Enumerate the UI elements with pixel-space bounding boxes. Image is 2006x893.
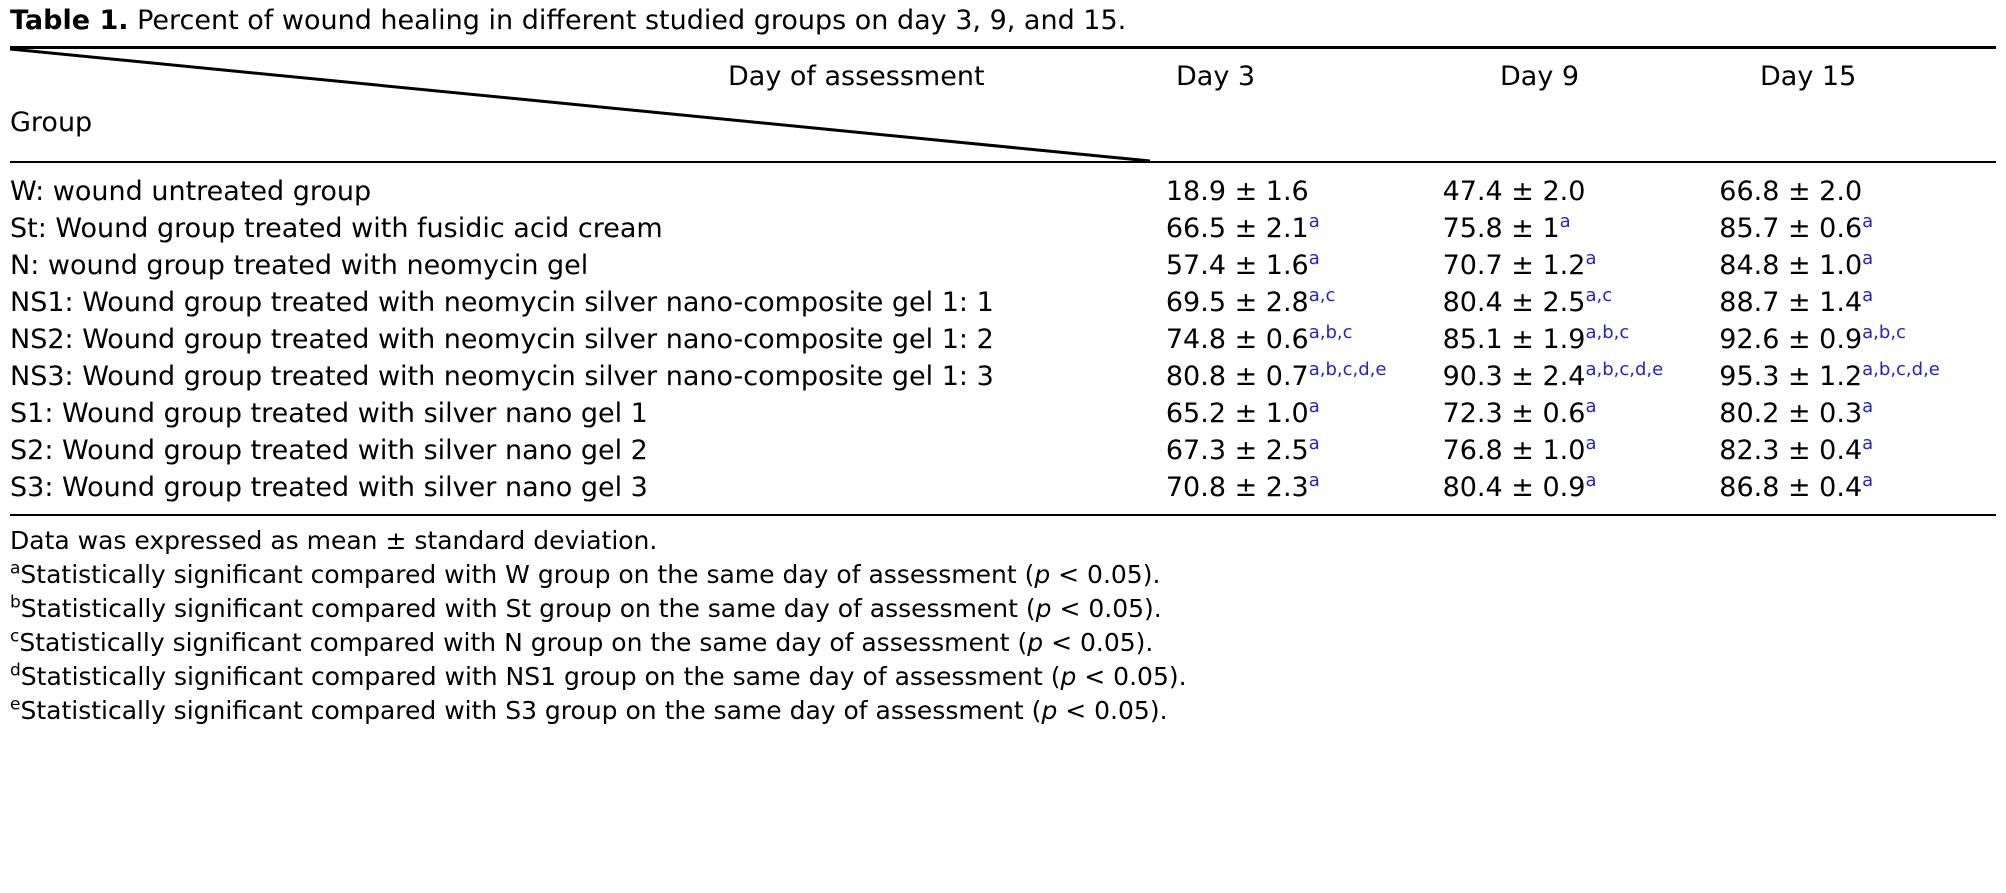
significance-marker: a bbox=[1585, 248, 1597, 269]
cell-mean-sd: 66.5 ± 2.1 bbox=[1165, 213, 1309, 244]
footnote-text-tail: < 0.05). bbox=[1043, 628, 1154, 657]
cell-mean-sd: 92.6 ± 0.9 bbox=[1719, 324, 1863, 355]
cell-mean-sd: 47.4 ± 2.0 bbox=[1442, 176, 1586, 207]
cell-mean-sd: 67.3 ± 2.5 bbox=[1165, 435, 1309, 466]
column-header-day-15: Day 15 bbox=[1760, 61, 1857, 92]
significance-marker: a bbox=[1308, 433, 1320, 454]
cell-value bbox=[1719, 469, 1996, 506]
significance-marker: a bbox=[1862, 248, 1874, 269]
cell-mean-sd: 80.2 ± 0.3 bbox=[1719, 398, 1863, 429]
cell-value bbox=[1443, 247, 1720, 284]
header-day-of-assessment: Day of assessment bbox=[728, 61, 985, 92]
row-spacer-cell bbox=[10, 163, 1996, 173]
cell-value bbox=[1166, 469, 1443, 506]
significance-marker: a,b,c,d,e bbox=[1585, 359, 1664, 380]
row-group-label: NS1: Wound group treated with neomycin silver nano-composite gel 1: 1 bbox=[10, 287, 994, 318]
cell-mean-sd: 70.8 ± 2.3 bbox=[1165, 472, 1309, 503]
footnote bbox=[10, 694, 1996, 728]
table-caption-text: Percent of wound healing in different studied groups on day 3, 9, and 15. bbox=[128, 5, 1127, 36]
cell-mean-sd: 85.1 ± 1.9 bbox=[1442, 324, 1586, 355]
significance-marker: a,b,c,d,e bbox=[1308, 359, 1387, 380]
footnote bbox=[10, 626, 1996, 660]
row-group-label: NS3: Wound group treated with neomycin silver nano-composite gel 1: 3 bbox=[10, 361, 994, 392]
significance-marker: a bbox=[1559, 211, 1571, 232]
footnote-text-tail: < 0.05). bbox=[1051, 594, 1162, 623]
footnote-text: Statistically significant compared with W group on the same day of assessment ( bbox=[20, 560, 1035, 589]
cell-mean-sd: 80.8 ± 0.7 bbox=[1165, 361, 1309, 392]
cell-mean-sd: 86.8 ± 0.4 bbox=[1719, 472, 1863, 503]
significance-marker: a bbox=[1308, 396, 1320, 417]
footnote-p-symbol: p bbox=[1034, 560, 1051, 589]
cell-mean-sd: 66.8 ± 2.0 bbox=[1719, 176, 1863, 207]
row-group-label: W: wound untreated group bbox=[10, 176, 372, 207]
column-header-day-3: Day 3 bbox=[1176, 61, 1256, 92]
cell-value bbox=[1166, 432, 1443, 469]
cell-value bbox=[1719, 432, 1996, 469]
footnote bbox=[10, 524, 1996, 558]
cell-mean-sd: 72.3 ± 0.6 bbox=[1442, 398, 1586, 429]
row-spacer bbox=[10, 506, 1996, 514]
footnote-text-tail: < 0.05). bbox=[1076, 662, 1187, 691]
cell-mean-sd: 85.7 ± 0.6 bbox=[1719, 213, 1863, 244]
footnote-text-tail: < 0.05). bbox=[1057, 696, 1168, 725]
cell-value bbox=[1166, 173, 1443, 210]
table-body bbox=[10, 163, 1996, 514]
significance-marker: a bbox=[1308, 470, 1320, 491]
table-row bbox=[10, 173, 1996, 210]
significance-marker: a,c bbox=[1308, 285, 1336, 306]
cell-value bbox=[1443, 284, 1720, 321]
footnote-marker: a bbox=[10, 558, 21, 579]
table-row bbox=[10, 432, 1996, 469]
footnote-marker: d bbox=[10, 660, 21, 681]
footnote-text: Statistically significant compared with N group on the same day of assessment ( bbox=[19, 628, 1028, 657]
cell-mean-sd: 82.3 ± 0.4 bbox=[1719, 435, 1863, 466]
cell-mean-sd: 88.7 ± 1.4 bbox=[1719, 287, 1863, 318]
cell-value bbox=[1443, 173, 1720, 210]
row-group-label: S1: Wound group treated with silver nano gel 1 bbox=[10, 398, 648, 429]
footnote-text: Statistically significant compared with S3 group on the same day of assessment ( bbox=[20, 696, 1042, 725]
row-group-label: S3: Wound group treated with silver nano gel 3 bbox=[10, 472, 648, 503]
significance-marker: a,b,c bbox=[1585, 322, 1630, 343]
cell-value bbox=[1443, 395, 1720, 432]
significance-marker: a bbox=[1308, 211, 1320, 232]
table-row bbox=[10, 469, 1996, 506]
cell-mean-sd: 69.5 ± 2.8 bbox=[1165, 287, 1309, 318]
footnote-p-symbol: p bbox=[1060, 662, 1077, 691]
cell-mean-sd: 95.3 ± 1.2 bbox=[1719, 361, 1863, 392]
column-header-day-9: Day 9 bbox=[1500, 61, 1580, 92]
cell-value bbox=[1166, 358, 1443, 395]
footnote bbox=[10, 558, 1996, 592]
cell-value bbox=[1166, 284, 1443, 321]
footnote-text-tail: < 0.05). bbox=[1050, 560, 1161, 589]
table-footnotes bbox=[10, 516, 1996, 728]
significance-marker: a bbox=[1585, 396, 1597, 417]
cell-mean-sd: 76.8 ± 1.0 bbox=[1442, 435, 1586, 466]
table-row bbox=[10, 210, 1996, 247]
cell-value bbox=[1166, 210, 1443, 247]
table-header bbox=[10, 49, 1996, 161]
significance-marker: a bbox=[1862, 396, 1874, 417]
cell-mean-sd: 90.3 ± 2.4 bbox=[1442, 361, 1586, 392]
footnote-text: Statistically significant compared with NS1 group on the same day of assessment ( bbox=[20, 662, 1061, 691]
cell-value bbox=[1443, 210, 1720, 247]
footnote-marker: c bbox=[10, 626, 20, 647]
footnote bbox=[10, 660, 1996, 694]
cell-value bbox=[1719, 173, 1996, 210]
cell-mean-sd: 75.8 ± 1 bbox=[1442, 213, 1560, 244]
significance-marker: a bbox=[1862, 211, 1874, 232]
cell-value bbox=[1443, 321, 1720, 358]
cell-mean-sd: 74.8 ± 0.6 bbox=[1165, 324, 1309, 355]
cell-mean-sd: 70.7 ± 1.2 bbox=[1442, 250, 1586, 281]
cell-value bbox=[1443, 432, 1720, 469]
footnote bbox=[10, 592, 1996, 626]
cell-value bbox=[1719, 395, 1996, 432]
cell-mean-sd: 65.2 ± 1.0 bbox=[1165, 398, 1309, 429]
table-caption bbox=[10, 0, 1996, 46]
table-row bbox=[10, 395, 1996, 432]
cell-value bbox=[1719, 210, 1996, 247]
footnote-text: Statistically significant compared with St group on the same day of assessment ( bbox=[20, 594, 1036, 623]
cell-mean-sd: 80.4 ± 0.9 bbox=[1442, 472, 1586, 503]
cell-value bbox=[1166, 247, 1443, 284]
table-row bbox=[10, 247, 1996, 284]
significance-marker: a,b,c bbox=[1308, 322, 1353, 343]
cell-mean-sd: 57.4 ± 1.6 bbox=[1165, 250, 1309, 281]
significance-marker: a bbox=[1862, 433, 1874, 454]
significance-marker: a,c bbox=[1585, 285, 1613, 306]
row-group-label: NS2: Wound group treated with neomycin silver nano-composite gel 1: 2 bbox=[10, 324, 994, 355]
row-spacer bbox=[10, 163, 1996, 173]
footnote-p-symbol: p bbox=[1035, 594, 1052, 623]
footnote-text: Data was expressed as mean ± standard deviation. bbox=[10, 526, 658, 555]
cell-mean-sd: 18.9 ± 1.6 bbox=[1165, 176, 1309, 207]
significance-marker: a,b,c,d,e bbox=[1862, 359, 1940, 380]
cell-value bbox=[1719, 321, 1996, 358]
table-row bbox=[10, 284, 1996, 321]
cell-mean-sd: 84.8 ± 1.0 bbox=[1719, 250, 1863, 281]
significance-marker: a bbox=[1585, 433, 1597, 454]
cell-value bbox=[1443, 469, 1720, 506]
footnote-marker: e bbox=[10, 694, 21, 715]
footnote-marker: b bbox=[10, 592, 21, 613]
significance-marker: a bbox=[1862, 470, 1874, 491]
table-caption-label: Table 1. bbox=[10, 5, 129, 36]
significance-marker: a bbox=[1308, 248, 1320, 269]
cell-value bbox=[1166, 321, 1443, 358]
cell-value bbox=[1443, 358, 1720, 395]
row-group-label: St: Wound group treated with fusidic acid cream bbox=[10, 213, 663, 244]
row-group-label: S2: Wound group treated with silver nano gel 2 bbox=[10, 435, 648, 466]
cell-value bbox=[1719, 284, 1996, 321]
cell-value bbox=[1719, 358, 1996, 395]
significance-marker: a,b,c bbox=[1862, 322, 1906, 343]
cell-value bbox=[1166, 395, 1443, 432]
significance-marker: a bbox=[1585, 470, 1597, 491]
row-spacer-cell bbox=[10, 506, 1996, 514]
row-group-label: N: wound group treated with neomycin gel bbox=[10, 250, 589, 281]
table-row bbox=[10, 358, 1996, 395]
cell-mean-sd: 80.4 ± 2.5 bbox=[1442, 287, 1586, 318]
footnote-p-symbol: p bbox=[1041, 696, 1058, 725]
header-group: Group bbox=[10, 107, 93, 138]
table-row bbox=[10, 321, 1996, 358]
significance-marker: a bbox=[1862, 285, 1874, 306]
footnote-p-symbol: p bbox=[1027, 628, 1044, 657]
cell-value bbox=[1719, 247, 1996, 284]
